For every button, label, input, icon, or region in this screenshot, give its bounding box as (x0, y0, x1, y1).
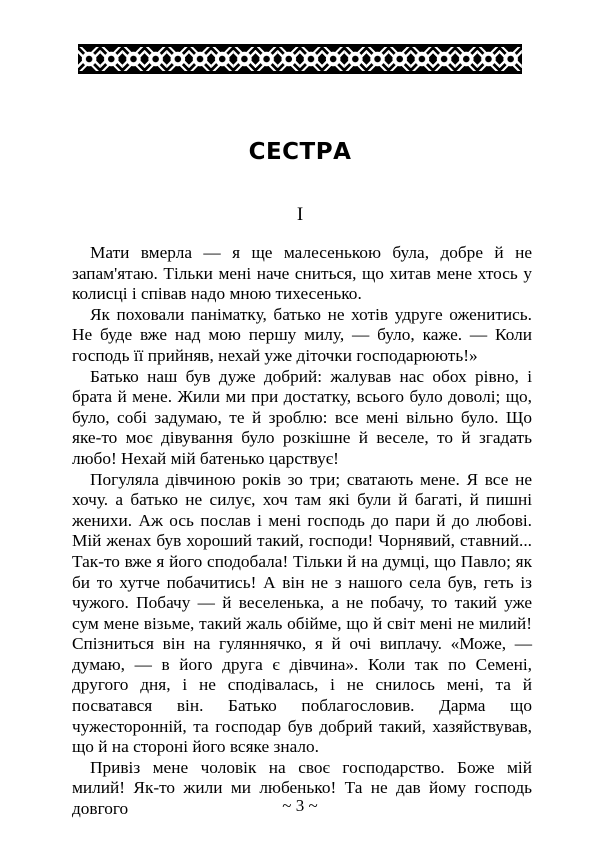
page-title: СЕСТРА (248, 139, 352, 165)
paragraph: Батько наш був дуже добрий: жалував нас обох рівно, і брата й мене. Жили ми при достатку, всього було доволі; що, було, собі задумаю, те й зроблю: все мені вільно було. Що яке-то моє дівування було розкішне й веселе, то й згадать любо! Нехай мій батенько царствує! (72, 366, 532, 468)
story-text (72, 243, 532, 820)
embroidery-pattern-icon (78, 44, 522, 74)
paragraph: Погуляла дівчиною років зо три; сватають мене. Я все не хочу. а батько не силує, хоч там які були й багаті, й пишні женихи. Аж ось послав і мені господь до пари й до любові. Мій женах був хороший такий, господи! Чорнявий, ставний... Так-то вже я його сподобала! Тільки й на думці, що Павло; як би то хутче побачитись! А він не з нашого села був, геть із чужого. Побачу — й веселенька, а не побачу, то такий уже сум мене візьме, такий жаль обійме, що й світ мені не милий! Спізниться він на гуляннячко, я й очі виплачу. «Може, — думаю, — в його друга є дівчина». Коли так по Семені, другого дня, і не сподівалась, і не снилось мені, та й посватався він. Батько поблагословив. Дарма що чужесторонній, та господар був добрий такий, хазяйствував, що й на стороні його всяке знало. (72, 469, 532, 757)
paragraph: Привіз мене чоловік на своє господарство. Боже мій милий! Як-то жили ми любенько! Та не дав йому господь довгого (72, 757, 532, 819)
page-number: ~ 3 ~ (282, 796, 318, 815)
chapter-number: І (296, 204, 304, 225)
paragraph: Мати вмерла — я ще малесенькою була, добре й не запам'ятаю. Тільки мені наче сниться, що хитав мене хтось у колисці і співав надо мною тихесенько. (72, 243, 532, 304)
paragraph: Як поховали паніматку, батько не хотів удруге оженитись. Не буде вже над мою першу милу, — було, каже. — Коли господь її прийняв, нехай уже діточки господарюють!» (72, 304, 532, 365)
